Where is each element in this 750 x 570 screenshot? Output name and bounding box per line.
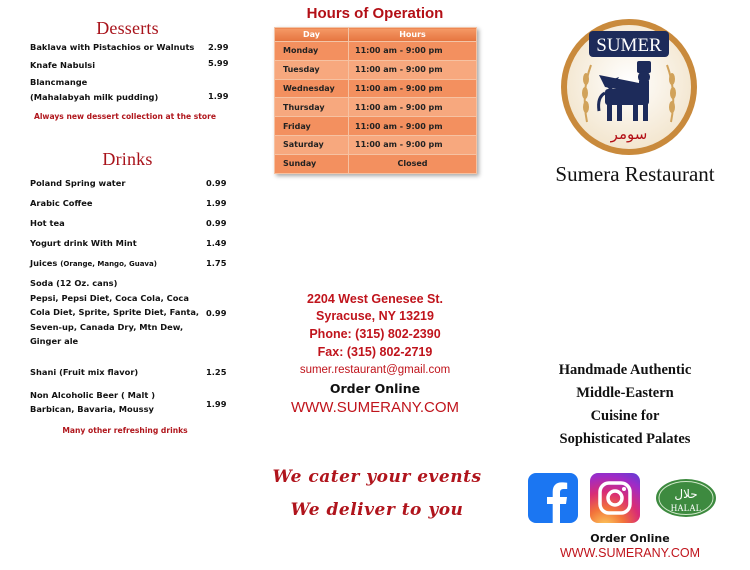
halal-arabic: حلال <box>674 487 698 501</box>
tagline-line: Cuisine for <box>590 408 660 424</box>
day-cell: Friday <box>275 117 349 136</box>
hours-cell: 11:00 am - 9:00 pm <box>349 117 477 136</box>
drink-item: Arabic Coffee <box>30 198 93 208</box>
dessert-price: 2.99 <box>208 42 229 52</box>
drink-name: Juices <box>30 258 58 268</box>
halal-icon <box>655 478 717 518</box>
dessert-price: 1.99 <box>208 91 229 101</box>
day-cell: Saturday <box>275 135 349 154</box>
drink-price: 1.99 <box>206 198 227 208</box>
dessert-item: Blancmange <box>30 77 88 87</box>
dessert-item: Knafe Nabulsi <box>30 60 96 70</box>
halal-text: HALAL <box>670 503 702 513</box>
hours-cell: Closed <box>349 154 477 173</box>
tagline-line: Middle-Eastern <box>576 385 674 401</box>
dessert-item: Baklava with Pistachios or Walnuts <box>30 42 195 52</box>
desserts-title: Desserts <box>96 18 159 38</box>
beer-line: Non Alcoholic Beer ( Malt ) <box>30 390 156 400</box>
logo-arabic: سومر <box>610 125 648 143</box>
hours-header-day: Day <box>275 28 349 42</box>
drink-item: Poland Spring water <box>30 178 126 188</box>
logo-text: SUMER <box>596 35 662 56</box>
drink-item: Yogurt drink With Mint <box>30 238 137 248</box>
drinks-note: Many other refreshing drinks <box>62 426 188 435</box>
instagram-icon[interactable] <box>590 473 640 523</box>
table-row <box>275 135 477 154</box>
soda-line: Soda (12 Oz. cans) <box>30 278 118 288</box>
dessert-item: (Mahalabyah milk pudding) <box>30 92 159 102</box>
beer-line: Barbican, Bavaria, Moussy <box>30 403 154 414</box>
hours-cell: 11:00 am - 9:00 pm <box>349 135 477 154</box>
soda-line: Seven-up, Canada Dry, Mtn Dew, <box>30 321 184 332</box>
hours-header-hours: Hours <box>349 28 477 42</box>
table-row <box>275 79 477 98</box>
website-link[interactable]: WWW.SUMERANY.COM <box>290 399 460 416</box>
desserts-note: Always new dessert collection at the store <box>33 112 217 121</box>
delivery-line: We deliver to you <box>290 500 464 520</box>
tagline-line: Sophisticated Palates <box>559 431 691 447</box>
drink-item: Shani (Fruit mix flavor) <box>30 367 139 377</box>
drinks-title: Drinks <box>102 149 153 169</box>
drink-price: 1.99 <box>206 399 227 409</box>
beer-item <box>30 389 155 416</box>
fax-number: Fax: (315) 802-2719 <box>317 345 433 359</box>
soda-line: Cola Diet, Sprite, Sprite Diet, Fanta, <box>30 307 200 317</box>
day-cell: Wednesday <box>275 79 349 98</box>
table-row <box>275 154 477 173</box>
address-street: 2204 West Genesee St. <box>307 292 443 306</box>
drink-price: 0.99 <box>206 218 227 228</box>
drink-price: 0.99 <box>206 308 227 318</box>
table-row <box>275 60 477 79</box>
table-row <box>275 117 477 136</box>
table-row <box>275 98 477 117</box>
phone-number[interactable]: Phone: (315) 802-2390 <box>309 327 441 341</box>
drink-price: 0.99 <box>206 178 227 188</box>
footer-order-label: Order Online <box>590 532 670 545</box>
hours-cell: 11:00 am - 9:00 pm <box>349 79 477 98</box>
address-city: Syracuse, NY 13219 <box>316 309 434 323</box>
dessert-price: 5.99 <box>208 58 229 68</box>
restaurant-name: Sumera Restaurant <box>555 162 715 186</box>
facebook-icon[interactable] <box>528 473 578 523</box>
drink-flavors: (Orange, Mango, Guava) <box>60 260 157 268</box>
day-cell: Thursday <box>275 98 349 117</box>
drink-item: Hot tea <box>30 218 65 228</box>
drink-item <box>30 255 157 273</box>
hours-table <box>274 27 477 174</box>
hours-cell: 11:00 am - 9:00 pm <box>349 42 477 61</box>
day-cell: Sunday <box>275 154 349 173</box>
day-cell: Tuesday <box>275 60 349 79</box>
footer-website-link[interactable]: WWW.SUMERANY.COM <box>559 546 701 560</box>
drink-price: 1.25 <box>206 367 227 377</box>
day-cell: Monday <box>275 42 349 61</box>
soda-line: Pepsi, Pepsi Diet, Coca Cola, Coca <box>30 292 189 303</box>
menu-panel <box>0 0 250 570</box>
catering-line: We cater your events <box>272 467 482 487</box>
drink-price: 1.49 <box>206 238 227 248</box>
table-row <box>275 42 477 61</box>
soda-item <box>30 276 199 349</box>
sumer-logo <box>559 17 699 157</box>
order-online-label: Order Online <box>329 381 421 396</box>
drink-price: 1.75 <box>206 258 227 268</box>
hours-cell: 11:00 am - 9:00 pm <box>349 60 477 79</box>
hours-title: Hours of Operation <box>306 5 444 22</box>
soda-line: Ginger ale <box>30 336 79 346</box>
email-link[interactable]: sumer.restaurant@gmail.com <box>299 364 451 376</box>
tagline-line: Handmade Authentic <box>558 362 692 378</box>
hours-cell: 11:00 am - 9:00 pm <box>349 98 477 117</box>
